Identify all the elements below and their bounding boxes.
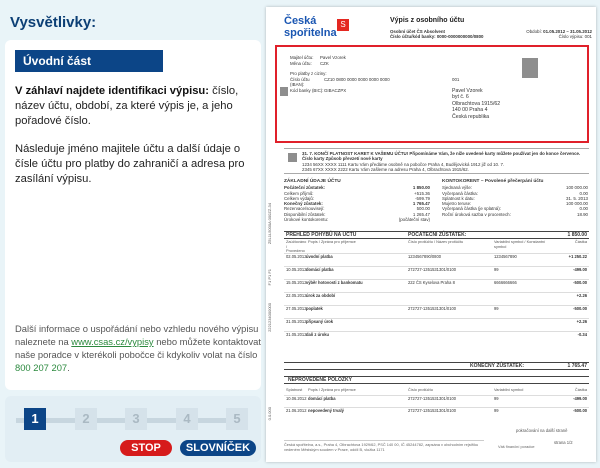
summary-row: Celkem příjmů: +515.36 xyxy=(284,190,430,196)
summary-row: Konečný zůstatek: 1 765.47 xyxy=(284,201,430,207)
vertical-code-1: Z5L1L5000A 000ZZ-34 xyxy=(267,203,272,245)
overdraft-row: Roční úroková sazba v procentech: 18.90 xyxy=(442,211,588,217)
owner-info: Majitel účtu: Pavel Vzorek Měna účtu: CZK Pro platby z ciziny: Číslo účtu (IBAN): CZ10 0800 0000 0000 0000 0000 Kód banky (BIC): GIBACZPX xyxy=(290,55,390,93)
account-summary: ZÁKLADNÍ ÚDAJE ÚČTU Počáteční zůstatek: 1 850.00 Celkem příjmů: +515.36 Celkem výdajů: -599.79 Konečný zůstatek: 1 765.47 Rezervace/souvisejí: 500.00 Disponibilní zůstatek: 1 265.47 Úrokové kontokorentu: (počáteční stav) KONTOKORENT – Povolené přečerpání účtu Sjednaná výše: 100 000.00 Vyčerpaná částka: 0.00 Splatnost k datu: 31. 5. 2013 Mujetro teruse: 100 000.00 Vyčerpaná částka (je splatná): 0.00 Roční úroková sazba v procentech: 18.90 xyxy=(284,179,588,223)
statement-document: Česká spořitelna S Výpis z osobního účtu Osobní účet ČS Absolvent Číslo účtu/kód banky: 0000-0000000000/0800 Období: 01.05.2012 – 31.05.2012 Číslo výpisu: 001 Majitel účtu: Pavel Vzorek Měna účtu: CZK Pro platby z ciziny: Číslo účtu (IBAN): CZ10 0800 0000 0000 0000 0000 Kód banky (BIC): GIBACZPX 001 Pavel Vzorek byt č. 6 Olbrachtova 1915/62 140 00 Praha 4 Česká republika 31. 7. KONČÍ PLATNOST KARET K VAŠEMU ÚČTU! Připomínáme Vám, že níže uvedené karty můžete používat jen do konce července. Číslo karty Způsob převzetí nové karty 1234 56XX XXXX 1111 Kartu Vám předáme osobně na pobočce Praha 4, Budějovická 1912 již od 10. 7. 2345 67XX XXXX 2222 Kartu Vám zašleme na adresu Praha 4, Olbrachtova 1915/62. ZÁKLADNÍ ÚDAJE ÚČTU Počáteční zůstatek: 1 850.00 Celkem příjmů: +515.36 Celkem výdajů: -599.79 Konečný zůstatek: 1 765.47 Rezervace/souvisejí: 500.00 Disponibilní zůstatek: 1 265.47 Úrokové kontokorentu: (počáteční stav) KONTOKORENT – Povolené přečerpání účtu Sjednaná výše: 100 000.00 Vyčerpaná částka: 0.00 Splatnost k datu: 31. 5. 2013 Mujetro teruse: 100 000.00 Vyčerpaná částka (je splatná): 0.00 Roční úroková sazba v procentech: 18.90 PŘEHLED POHYBŮ NA ÚČTU POČÁTEČNÍ ZŮSTATEK: 1 850.00 Zaúčtováno / Provedeno Popis / Zpráva pro příjemce Číslo protiúčtu / Název protiúčtu Variabilní symbol / Konstantní symbol Částka 02.05.2012 úvodní platba 1234567890/0800 1234567890 +1 250.22 10.05.2012 domácí platba 272727-1351531301/0100 99 -499.00 15.05.2012 výběr hotovosti z bankomatu 222 ČS Kyselova Praha 8 6666666666 -500.00 22.05.2012 úrok za období +2.26 27.05.2012 poplatek 272727-1351531301/0100 99 -500.00 31.05.2012 připsaný úrok +2.26 31.05.2012 daň z úroku -0.34 KONEČNÝ ZŮSTATEK: 1 765.47 NEPROVEDENÉ POLOŽKY Splatnost Popis / Zpráva pro příjemce Číslo protiúčtu Variabilní symbol Částka 10.06.2012 domácí platba 272727-1351531301/0100 99 -499.00 21.06.2012 nepovedený trvalý 272727-1351531301/0100 99 -500.00 pokračování na další straně Česká spořitelna, a.s., Praha 4, Olbrachtova 1929/62, PSČ 140 00, IČ 45244782, zapsána v obchodním rejstříku vedeném Městským soudem v Praze, oddíl B, vložka 1171 Váš finanční poradce strana 1/2 Z5L1L5000A 000ZZ-34 F1 P1 F1 2221234000000 0.0.000 xyxy=(266,7,596,462)
overdraft-row: Sjednaná výše: 100 000.00 xyxy=(442,185,588,191)
dictionary-button[interactable]: SLOVNÍČEK xyxy=(180,440,256,456)
intro-paragraph-2: Následuje jméno majitele účtu a další údaje o čísle účtu pro platby do zahraničí a adresa pro zasílání výpisu. xyxy=(15,143,245,185)
pending-header: NEPROVEDENÉ POLOŽKY xyxy=(284,376,589,384)
table-row: 22.05.2012 úrok za období +2.26 xyxy=(284,292,589,305)
statement-meta-left: Osobní účet ČS Absolvent Číslo účtu/kód banky: 0000-0000000000/0800 xyxy=(390,29,484,40)
phone-number: 800 207 207 xyxy=(15,362,68,373)
more-info-text: Další informace o uspořádání nebo vzhledu nového výpisu naleznete na www.csas.cz/vypisy nebo můžete kontaktovat naše poradce v kterékoli pobočce či kdykoliv volat na číslo 800 207 207. xyxy=(15,323,261,373)
table-row: 15.05.2012 výběr hotovosti z bankomatu 222 ČS Kyselova Praha 8 6666666666 -500.00 xyxy=(284,279,589,292)
highlight-frame xyxy=(275,45,589,143)
overdraft-row: Splatnost k datu: 31. 5. 2013 xyxy=(442,195,588,201)
step-5-button[interactable]: 5 xyxy=(226,408,248,430)
summary-row: Disponibilní zůstatek: 1 265.47 xyxy=(284,211,430,217)
table-row: 31.05.2012 daň z úroku -0.34 xyxy=(284,331,589,344)
bank-footer: Česká spořitelna, a.s., Praha 4, Olbrachtova 1929/62, PSČ 140 00, IČ 45244782, zapsána v obchodním rejstříku vedeném Městským soudem v Praze, oddíl B, vložka 1171 xyxy=(284,440,484,452)
vertical-code-2: F1 P1 F1 xyxy=(267,269,272,286)
vertical-code-4: 0.0.000 xyxy=(267,407,272,421)
intro-text xyxy=(15,84,253,201)
bank-logo: Česká spořitelna xyxy=(284,15,337,39)
mailing-address: 001 Pavel Vzorek byt č. 6 Olbrachtova 1915/62 140 00 Praha 4 Česká republika xyxy=(452,77,501,120)
footer-advisor: Váš finanční poradce xyxy=(498,444,535,449)
page-number: strana 1/2 xyxy=(554,440,573,445)
statement-title: Výpis z osobního účtu xyxy=(390,17,465,24)
card-expiry-notice: 31. 7. KONČÍ PLATNOST KARET K VAŠEMU ÚČTU! Připomínáme Vám, že níže uvedené karty můžete používat jen do konce července. Číslo karty Způsob převzetí nové karty 1234 56XX XXXX 1111 Kartu Vám předáme osobně na pobočce Praha 4, Budějovická 1912 již od 10. 7. 2345 67XX XXXX 2222 Kartu Vám zašleme na adresu Praha 4, Olbrachtova 1915/62. xyxy=(284,148,589,174)
step-1-button[interactable]: 1 xyxy=(24,408,46,430)
continued-note: pokračování na další straně xyxy=(516,428,568,433)
table-row: 02.05.2012 úvodní platba 1234567890/0800 1234567890 +1 250.22 xyxy=(284,253,589,266)
overdraft-row: Vyčerpaná částka: 0.00 xyxy=(442,190,588,196)
table-row: 27.05.2012 poplatek 272727-1351531301/0100 99 -500.00 xyxy=(284,305,589,318)
step-3-button[interactable]: 3 xyxy=(125,408,147,430)
summary-row: Úrokové kontokorentu: (počáteční stav) xyxy=(284,217,430,223)
intro-paragraph-1: V záhlaví najdete identifikaci výpisu: číslo, název účtu, období, za které výpis je, a jeho pořadové číslo. xyxy=(15,85,239,127)
summary-row: Celkem výdajů: -599.79 xyxy=(284,195,430,201)
page-title: Vysvětlivky: xyxy=(10,14,97,31)
step-4-button[interactable]: 4 xyxy=(176,408,198,430)
section-tab-intro: Úvodní část xyxy=(15,50,163,72)
statement-meta-right: Období: 01.05.2012 – 31.05.2012 Číslo výpisu: 001 xyxy=(526,29,592,40)
table-row: 31.05.2012 připsaný úrok +2.26 xyxy=(284,318,589,331)
movements-rows xyxy=(284,253,589,344)
vertical-code-3: 2221234000000 xyxy=(267,303,272,332)
card-icon xyxy=(288,153,297,162)
pending-row: 21.06.2012 nepovedený trvalý 272727-1351531301/0100 99 -500.00 xyxy=(284,407,589,417)
pending-row: 10.06.2012 domácí platba 272727-1351531301/0100 99 -499.00 xyxy=(284,395,589,405)
step-2-button[interactable]: 2 xyxy=(75,408,97,430)
table-row: 10.05.2012 domácí platba 272727-1351531301/0100 99 -499.00 xyxy=(284,266,589,279)
overdraft-row: Mujetro teruse: 100 000.00 xyxy=(442,201,588,207)
movements-header: PŘEHLED POHYBŮ NA ÚČTU POČÁTEČNÍ ZŮSTATEK: 1 850.00 xyxy=(286,232,587,238)
csas-link[interactable]: www.csas.cz/vypisy xyxy=(71,336,154,347)
movements-final-balance: KONEČNÝ ZŮSTATEK: 1 765.47 xyxy=(284,362,589,370)
summary-row: Rezervace/souvisejí: 500.00 xyxy=(284,206,430,212)
bank-logo-icon: S xyxy=(337,19,349,31)
overdraft-row: Vyčerpaná částka (je splatná): 0.00 xyxy=(442,206,588,212)
summary-row: Počáteční zůstatek: 1 850.00 xyxy=(284,185,430,191)
stop-button[interactable]: STOP xyxy=(120,440,172,456)
